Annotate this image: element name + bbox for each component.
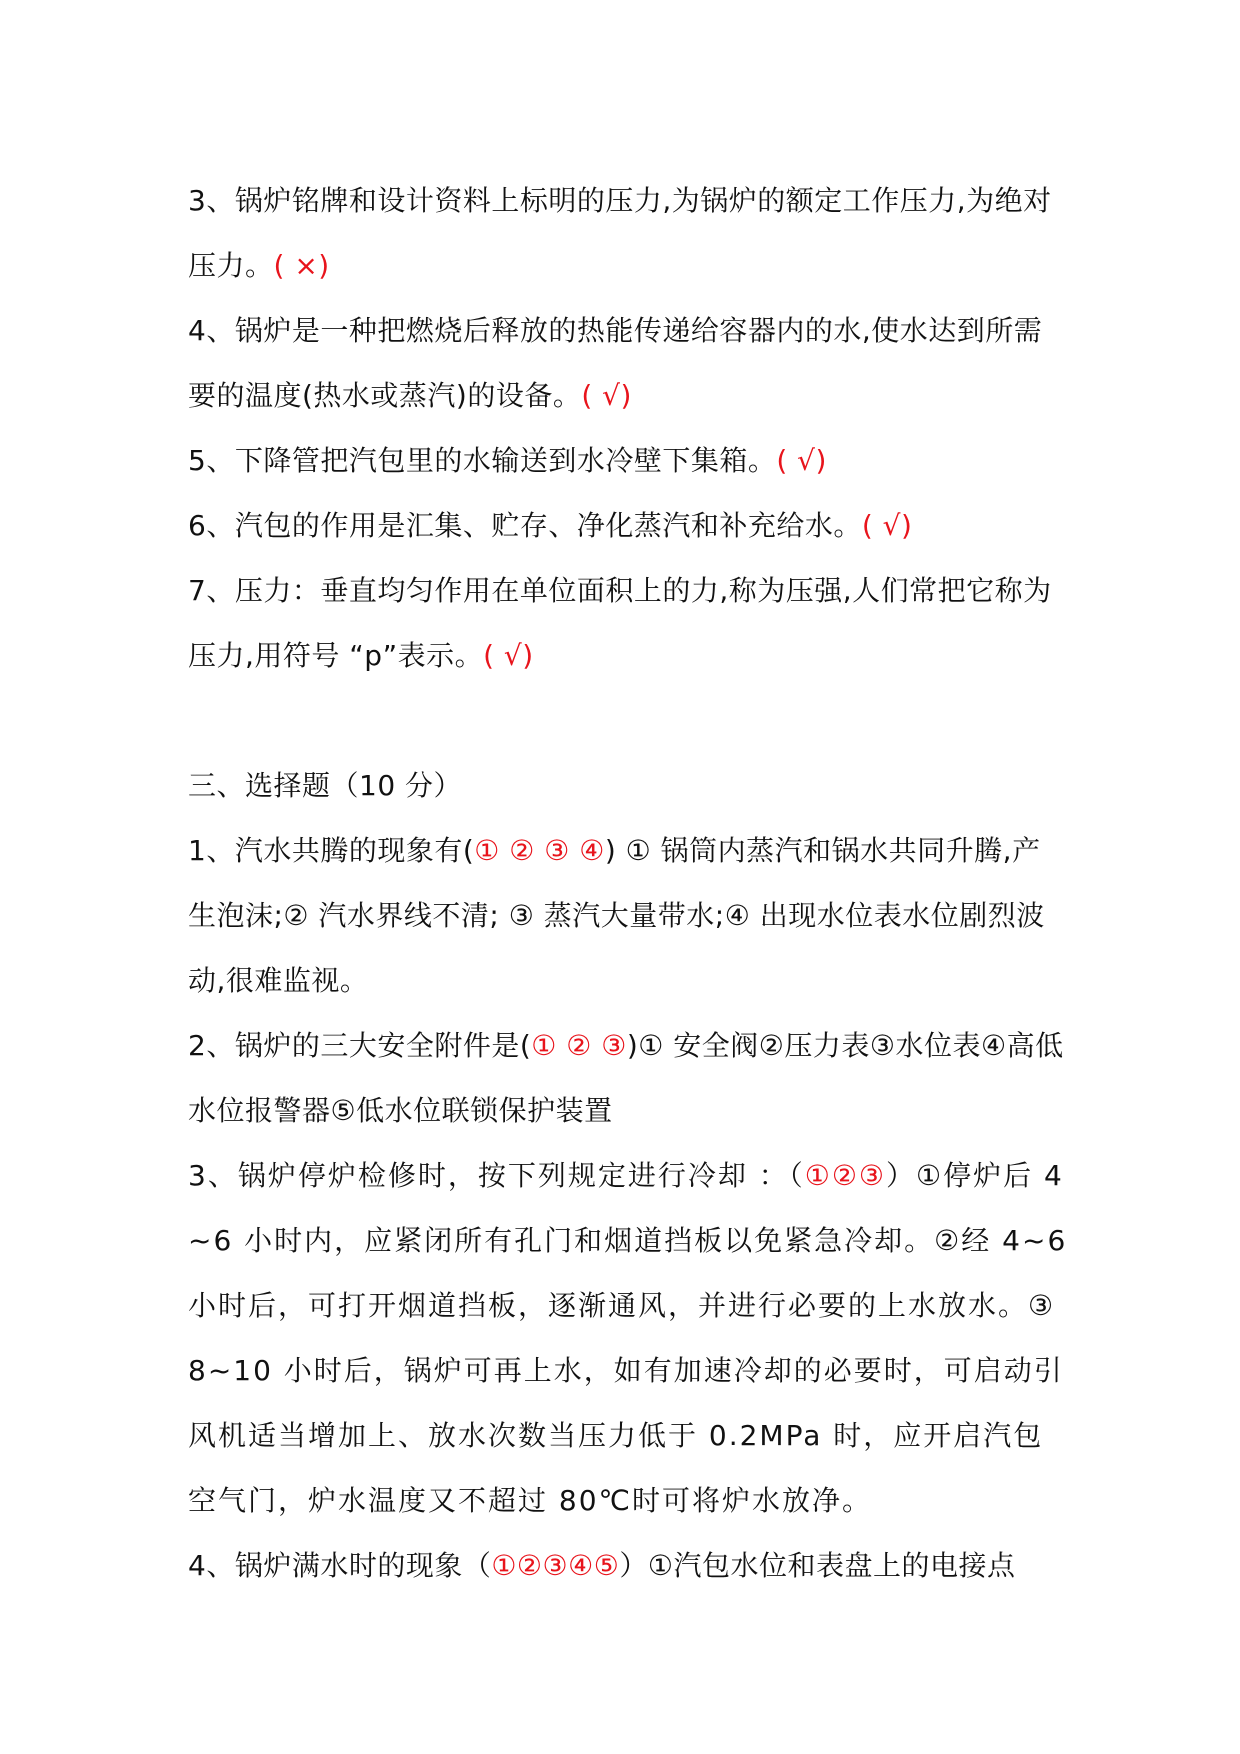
judgment-item-3: [188, 168, 1068, 298]
judgment-item-4: [188, 298, 1068, 428]
choice-item-2: [188, 1013, 1068, 1143]
choice-suffix: ) ① 锅筒内蒸汽和锅水共同升腾,产生泡沫;② 汽水界线不清; ③ 蒸汽大量带水;④ 出现水位表水位剧烈波动,很难监视。: [188, 834, 1045, 997]
judgment-answer: ( √): [483, 639, 534, 672]
section-spacer: [188, 688, 1068, 753]
judgment-text: 7、压力：垂直均匀作用在单位面积上的力,称为压强,人们常把它称为压力,用符号 “p”表示。: [188, 574, 1052, 672]
judgment-answer: ( √): [861, 509, 913, 542]
choice-prefix: 2、锅炉的三大安全附件是(: [188, 1029, 532, 1062]
judgment-answer: ( √): [581, 379, 632, 412]
choice-item-3: [188, 1143, 1068, 1533]
choice-answer: ①②③④⑤: [491, 1549, 620, 1582]
judgment-text: 3、锅炉铭牌和设计资料上标明的压力,为锅炉的额定工作压力,为绝对压力。: [188, 184, 1052, 282]
judgment-item-7: [188, 558, 1068, 688]
choice-answer: ① ② ③ ④: [474, 834, 605, 867]
choice-prefix: 4、锅炉满水时的现象（: [188, 1549, 492, 1582]
choice-item-4: [188, 1533, 1068, 1598]
judgment-text: 4、锅炉是一种把燃烧后释放的热能传递给容器内的水,使水达到所需要的温度(热水或蒸汽)的设备。: [188, 314, 1043, 412]
choice-answer: ① ② ③: [531, 1029, 627, 1062]
choice-answer: ①②③: [804, 1159, 887, 1192]
choice-item-1: [188, 818, 1068, 1013]
judgment-answer: ( ×): [273, 249, 330, 282]
choice-suffix: ）①汽包水位和表盘上的电接点: [619, 1549, 1016, 1582]
choice-prefix: 1、汽水共腾的现象有(: [188, 834, 475, 867]
choice-suffix: )① 安全阀②压力表③水位表④高低水位报警器⑤低水位联锁保护装置: [188, 1029, 1064, 1127]
judgment-item-6: [188, 493, 1068, 558]
judgment-answer: ( √): [776, 444, 827, 477]
section-heading: 三、选择题（10 分）: [188, 769, 463, 802]
document-content: [188, 168, 1068, 1598]
choice-prefix: 3、锅炉停炉检修时，按下列规定进行冷却 ：（: [188, 1159, 805, 1192]
judgment-item-5: [188, 428, 1068, 493]
choice-suffix: ）①停炉后 4~6 小时内，应紧闭所有孔门和烟道挡板以免紧急冷却。②经 4~6 小时后，可打开烟道挡板，逐渐通风，并进行必要的上水放水。③ 8~10 小时后，锅炉可再上水，如有加速冷却的必要时，可启动引风机适当增加上、放水次数当压力低于 0.2MPa 时，应开启汽包空气门，炉水温度又不超过 80℃时可将炉水放净。: [188, 1159, 1068, 1517]
judgment-text: 5、下降管把汽包里的水输送到水冷壁下集箱。: [188, 444, 777, 477]
judgment-text: 6、汽包的作用是汇集、贮存、净化蒸汽和补充给水。: [188, 509, 862, 542]
